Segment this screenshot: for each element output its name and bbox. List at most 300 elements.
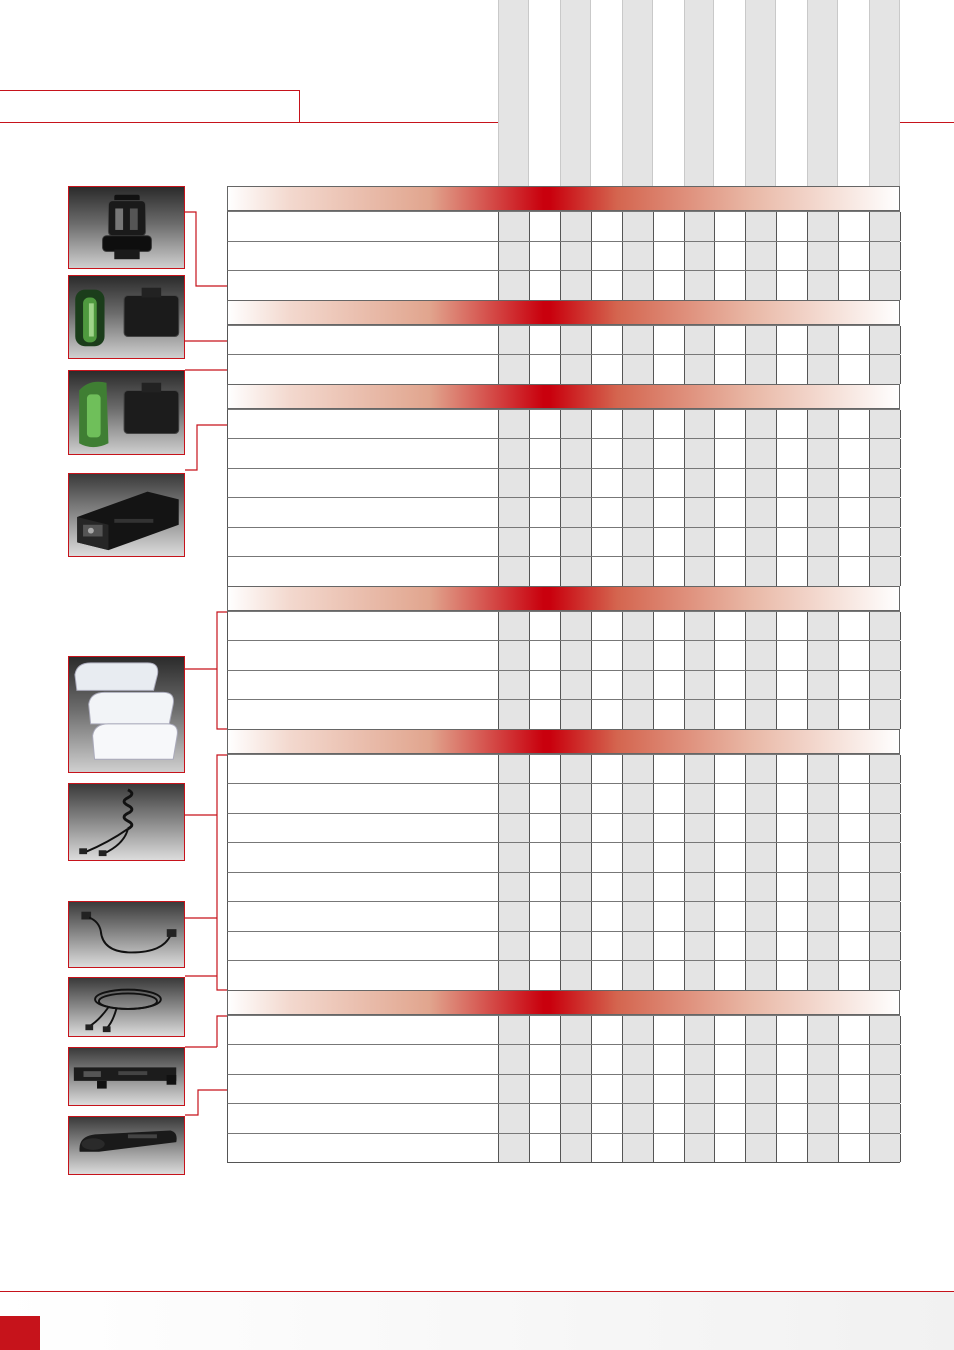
table-cell: [777, 1016, 808, 1045]
table-cell: [530, 873, 561, 902]
table-cell: [746, 700, 777, 729]
table-cell: [530, 242, 561, 271]
table-cell: [777, 212, 808, 241]
table-cell: [499, 1016, 530, 1045]
table-cell: [870, 498, 901, 527]
table-cell: [561, 902, 592, 931]
table-cell: [808, 439, 839, 468]
table-cell: [839, 873, 870, 902]
row-label-cell: [228, 271, 499, 300]
table-cell: [654, 755, 685, 784]
table-cell: [685, 271, 716, 300]
table-cell: [777, 612, 808, 641]
row-label-cell: [228, 1134, 499, 1163]
table-cell: [530, 1075, 561, 1104]
table-cell: [746, 271, 777, 300]
table-cell: [777, 700, 808, 729]
table-cell: [777, 528, 808, 557]
table-cell: [530, 843, 561, 872]
column-header-9: [745, 0, 776, 186]
table-cell: [746, 932, 777, 961]
table-cell: [530, 528, 561, 557]
table-row: [227, 754, 900, 784]
table-row: [227, 1015, 900, 1045]
table-cell: [715, 439, 746, 468]
table-cell: [746, 784, 777, 813]
header-rule-right: [900, 122, 954, 123]
diffuser-caps-thumbnail: [68, 656, 185, 773]
table-cell: [715, 873, 746, 902]
table-row: [227, 354, 900, 384]
table-cell: [654, 528, 685, 557]
row-label-cell: [228, 932, 499, 961]
table-cell: [839, 755, 870, 784]
table-row: [227, 901, 900, 931]
table-cell: [561, 671, 592, 700]
table-cell: [746, 469, 777, 498]
table-cell: [808, 873, 839, 902]
table-cell: [870, 814, 901, 843]
table-cell: [685, 671, 716, 700]
table-cell: [561, 212, 592, 241]
table-cell: [808, 1016, 839, 1045]
table-cell: [592, 1134, 623, 1163]
table-cell: [715, 1134, 746, 1163]
column-header-7: [684, 0, 715, 186]
table-cell: [715, 355, 746, 384]
table-cell: [746, 326, 777, 355]
table-cell: [870, 1016, 901, 1045]
table-row: [227, 1103, 900, 1133]
table-cell: [530, 355, 561, 384]
table-cell: [685, 242, 716, 271]
table-cell: [746, 1045, 777, 1074]
table-cell: [561, 612, 592, 641]
table-cell: [777, 557, 808, 586]
row-label-cell: [228, 784, 499, 813]
table-cell: [623, 873, 654, 902]
table-cell: [808, 641, 839, 670]
table-cell: [715, 1104, 746, 1133]
table-row: [227, 211, 900, 241]
row-label-cell: [228, 469, 499, 498]
table-cell: [654, 469, 685, 498]
table-cell: [623, 1045, 654, 1074]
table-cell: [499, 641, 530, 670]
table-cell: [870, 212, 901, 241]
table-cell: [530, 1016, 561, 1045]
table-cell: [777, 843, 808, 872]
table-cell: [777, 932, 808, 961]
table-cell: [592, 902, 623, 931]
table-cell: [839, 212, 870, 241]
table-cell: [870, 784, 901, 813]
table-cell: [499, 1104, 530, 1133]
table-cell: [777, 410, 808, 439]
row-label-cell: [228, 326, 499, 355]
table-cell: [808, 755, 839, 784]
table-cell: [530, 1104, 561, 1133]
table-cell: [654, 902, 685, 931]
table-cell: [530, 932, 561, 961]
table-row: [227, 438, 900, 468]
table-cell: [623, 1134, 654, 1163]
table-cell: [777, 242, 808, 271]
row-label-cell: [228, 355, 499, 384]
table-cell: [623, 242, 654, 271]
row-label-cell: [228, 700, 499, 729]
table-row: [227, 325, 900, 355]
table-cell: [685, 755, 716, 784]
table-cell: [592, 700, 623, 729]
table-cell: [685, 612, 716, 641]
green-battery-with-charger-icon: [69, 276, 184, 358]
table-cell: [870, 961, 901, 990]
table-cell: [870, 671, 901, 700]
table-cell: [654, 242, 685, 271]
table-cell: [623, 557, 654, 586]
table-cell: [561, 557, 592, 586]
row-label-cell: [228, 410, 499, 439]
table-cell: [530, 612, 561, 641]
column-header-3: [560, 0, 591, 186]
table-cell: [654, 961, 685, 990]
table-cell: [561, 873, 592, 902]
row-label-cell: [228, 1104, 499, 1133]
table-cell: [592, 410, 623, 439]
table-cell: [623, 1104, 654, 1133]
battery-cell-icon: [69, 187, 184, 268]
table-row: [227, 497, 900, 527]
table-cell: [808, 671, 839, 700]
table-cell: [839, 410, 870, 439]
table-cell: [561, 1045, 592, 1074]
table-cell: [746, 902, 777, 931]
table-cell: [654, 498, 685, 527]
table-cell: [623, 932, 654, 961]
table-cell: [839, 498, 870, 527]
table-cell: [685, 1075, 716, 1104]
column-header-5: [622, 0, 653, 186]
table-cell: [561, 469, 592, 498]
table-row: [227, 270, 900, 300]
table-cell: [623, 755, 654, 784]
table-cell: [499, 700, 530, 729]
table-cell: [746, 843, 777, 872]
table-row: [227, 1133, 900, 1163]
table-cell: [685, 498, 716, 527]
table-cell: [715, 528, 746, 557]
table-cell: [685, 814, 716, 843]
table-cell: [654, 410, 685, 439]
extension-cable-icon: [69, 902, 184, 967]
table-cell: [777, 326, 808, 355]
table-cell: [685, 212, 716, 241]
table-cell: [746, 961, 777, 990]
table-cell: [746, 242, 777, 271]
table-row: [227, 556, 900, 586]
table-cell: [561, 641, 592, 670]
table-cell: [561, 326, 592, 355]
table-cell: [808, 557, 839, 586]
table-cell: [654, 784, 685, 813]
table-cell: [839, 814, 870, 843]
table-cell: [561, 271, 592, 300]
table-cell: [839, 355, 870, 384]
table-cell: [777, 902, 808, 931]
table-cell: [561, 498, 592, 527]
footer-rule: [0, 1291, 954, 1292]
row-label-cell: [228, 1016, 499, 1045]
table-cell: [685, 355, 716, 384]
table-cell: [530, 755, 561, 784]
table-cell: [808, 326, 839, 355]
diffuser-caps-icon: [69, 657, 184, 772]
table-cell: [777, 671, 808, 700]
table-cell: [715, 557, 746, 586]
table-cell: [746, 557, 777, 586]
row-label-cell: [228, 1045, 499, 1074]
table-cell: [808, 612, 839, 641]
table-cell: [623, 902, 654, 931]
table-cell: [499, 902, 530, 931]
table-cell: [561, 528, 592, 557]
table-cell: [499, 671, 530, 700]
row-label-cell: [228, 1075, 499, 1104]
table-cell: [561, 1134, 592, 1163]
table-cell: [592, 843, 623, 872]
table-bottom-rule: [227, 1162, 900, 1163]
table-cell: [777, 641, 808, 670]
table-cell: [592, 528, 623, 557]
table-cell: [715, 1045, 746, 1074]
table-cell: [777, 873, 808, 902]
table-cell: [715, 1075, 746, 1104]
table-row: [227, 842, 900, 872]
table-cell: [530, 784, 561, 813]
table-cell: [715, 469, 746, 498]
column-header-1: [498, 0, 529, 186]
table-cell: [808, 410, 839, 439]
footer-band: [0, 1291, 954, 1350]
table-cell: [808, 355, 839, 384]
table-cell: [499, 410, 530, 439]
table-cell: [746, 1016, 777, 1045]
column-header-13: [869, 0, 900, 186]
table-cell: [499, 843, 530, 872]
table-cell: [715, 700, 746, 729]
table-cell: [746, 1104, 777, 1133]
table-row: [227, 527, 900, 557]
table-cell: [870, 557, 901, 586]
table-cell: [839, 1104, 870, 1133]
table-cell: [499, 326, 530, 355]
table-cell: [499, 469, 530, 498]
table-cell: [623, 212, 654, 241]
table-cell: [839, 469, 870, 498]
table-cell: [654, 843, 685, 872]
table-cell: [654, 1134, 685, 1163]
row-label-cell: [228, 902, 499, 931]
table-cell: [870, 843, 901, 872]
table-cell: [777, 469, 808, 498]
table-cell: [685, 528, 716, 557]
table-cell: [808, 814, 839, 843]
table-cell: [715, 932, 746, 961]
table-cell: [499, 498, 530, 527]
column-header-12: [838, 0, 869, 186]
table-cell: [746, 641, 777, 670]
table-cell: [592, 961, 623, 990]
table-cell: [499, 1075, 530, 1104]
table-cell: [746, 355, 777, 384]
table-cell: [746, 873, 777, 902]
table-cell: [870, 326, 901, 355]
table-cell: [870, 410, 901, 439]
table-cell: [839, 271, 870, 300]
table-cell: [870, 355, 901, 384]
table-cell: [499, 528, 530, 557]
table-cell: [623, 784, 654, 813]
table-cell: [839, 439, 870, 468]
table-cell: [715, 271, 746, 300]
table-cell: [623, 814, 654, 843]
table-cell: [499, 814, 530, 843]
table-cell: [870, 902, 901, 931]
table-cell: [592, 355, 623, 384]
table-cell: [592, 641, 623, 670]
table-cell: [561, 1016, 592, 1045]
table-cell: [685, 439, 716, 468]
table-cell: [561, 700, 592, 729]
table-cell: [592, 439, 623, 468]
table-cell: [530, 326, 561, 355]
table-cell: [499, 439, 530, 468]
table-cell: [715, 814, 746, 843]
row-label-cell: [228, 242, 499, 271]
table-cell: [808, 271, 839, 300]
column-header-4: [591, 0, 622, 186]
table-cell: [808, 498, 839, 527]
table-cell: [808, 784, 839, 813]
table-cell: [623, 671, 654, 700]
table-cell: [685, 1104, 716, 1133]
table-cell: [870, 469, 901, 498]
table-cell: [654, 641, 685, 670]
table-cell: [746, 410, 777, 439]
mounting-bracket-thumbnail: [68, 1047, 185, 1106]
table-cell: [746, 1075, 777, 1104]
table-cell: [561, 410, 592, 439]
row-label-cell: [228, 755, 499, 784]
table-cell: [839, 843, 870, 872]
table-cell: [746, 814, 777, 843]
table-cell: [499, 355, 530, 384]
table-cell: [499, 612, 530, 641]
table-cell: [685, 843, 716, 872]
table-cell: [654, 612, 685, 641]
table-row: [227, 611, 900, 641]
table-cell: [530, 814, 561, 843]
table-cell: [808, 932, 839, 961]
table-cell: [777, 961, 808, 990]
table-cell: [746, 755, 777, 784]
table-cell: [530, 439, 561, 468]
table-cell: [499, 784, 530, 813]
table-cell: [530, 902, 561, 931]
table-cell: [715, 641, 746, 670]
header-tab-line-top: [0, 90, 300, 91]
table-cell: [685, 902, 716, 931]
table-row: [227, 699, 900, 729]
table-cell: [715, 784, 746, 813]
table-row: [227, 670, 900, 700]
table-cell: [654, 355, 685, 384]
table-cell: [839, 528, 870, 557]
table-row: [227, 783, 900, 813]
table-cell: [530, 498, 561, 527]
table-row: [227, 468, 900, 498]
row-label-cell: [228, 873, 499, 902]
table-cell: [777, 498, 808, 527]
table-cell: [592, 755, 623, 784]
table-cell: [592, 1045, 623, 1074]
flash-bracket-bar-icon: [69, 1117, 184, 1174]
table-cell: [561, 843, 592, 872]
section-header-3: [227, 384, 900, 409]
power-pack-thumbnail: [68, 473, 185, 557]
table-cell: [499, 1134, 530, 1163]
row-label-cell: [228, 641, 499, 670]
long-cable-thumbnail: [68, 977, 185, 1037]
table-row: [227, 960, 900, 990]
section-header-5: [227, 729, 900, 754]
table-cell: [685, 873, 716, 902]
table-cell: [654, 1104, 685, 1133]
table-cell: [746, 212, 777, 241]
table-row: [227, 872, 900, 902]
table-row: [227, 640, 900, 670]
green-battery-with-charger-icon: [69, 371, 184, 454]
coiled-cable-icon: [69, 784, 184, 860]
table-cell: [839, 326, 870, 355]
table-cell: [499, 271, 530, 300]
extension-cable-thumbnail: [68, 901, 185, 968]
table-cell: [808, 843, 839, 872]
table-cell: [870, 932, 901, 961]
battery-cell-thumbnail: [68, 186, 185, 269]
column-header-8: [714, 0, 745, 186]
table-row: [227, 813, 900, 843]
table-cell: [530, 961, 561, 990]
table-cell: [715, 498, 746, 527]
row-label-cell: [228, 961, 499, 990]
table-cell: [499, 242, 530, 271]
table-cell: [592, 271, 623, 300]
header-rule-left: [0, 122, 498, 123]
table-cell: [623, 1075, 654, 1104]
table-cell: [839, 641, 870, 670]
table-cell: [530, 641, 561, 670]
row-label-cell: [228, 843, 499, 872]
table-cell: [839, 242, 870, 271]
table-cell: [715, 1016, 746, 1045]
table-cell: [808, 1045, 839, 1074]
table-cell: [839, 902, 870, 931]
table-cell: [715, 961, 746, 990]
table-cell: [623, 528, 654, 557]
mounting-bracket-icon: [69, 1048, 184, 1105]
